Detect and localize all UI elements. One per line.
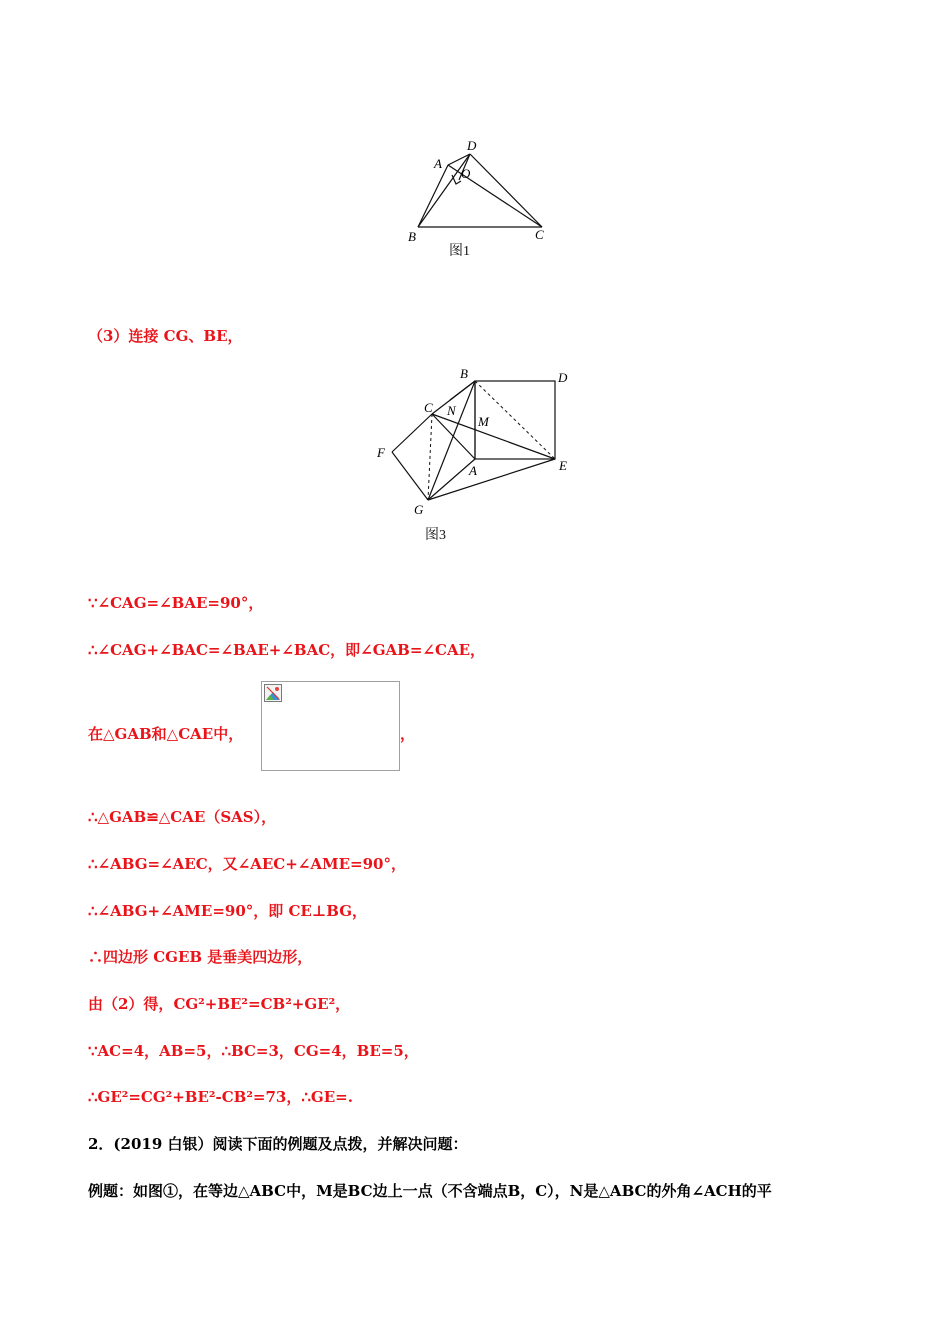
figure-3 xyxy=(370,362,590,522)
fig1-label-d: D xyxy=(467,138,477,153)
proof-line-1: ∵∠CAG=∠BAE=90°， xyxy=(88,594,264,612)
step-3-heading: （3）连接 CG、BE， xyxy=(88,327,243,345)
figure-1-diagram xyxy=(400,135,560,265)
figure-1 xyxy=(400,135,560,265)
fig3-label-c: C xyxy=(424,400,433,415)
problem-2-title: 2．(2019 白银）阅读下面的例题及点拨，并解决问题： xyxy=(88,1135,468,1153)
proof-line-10: ∴GE²=CG²+BE²-CB²=73，∴GE=. xyxy=(88,1088,353,1106)
fig3-label-a: A xyxy=(469,463,477,478)
proof-line-4: ∴△GAB≌△CAE（SAS）， xyxy=(88,808,277,826)
proof-line-2: ∴∠CAG+∠BAC=∠BAE+∠BAC，即∠GAB=∠CAE， xyxy=(88,641,486,659)
fig3-label-g: G xyxy=(414,502,424,517)
fig3-label-n: N xyxy=(447,403,456,418)
fig1-label-o: O xyxy=(461,166,471,181)
proof-line-3: 在△GAB和△CAE中， xyxy=(88,725,244,743)
proof-line-8: 由（2）得，CG²+BE²=CB²+GE²， xyxy=(88,995,351,1013)
figure-3-diagram xyxy=(370,362,590,522)
figure-1-caption: 图1 xyxy=(449,244,470,259)
proof-line-3-comma: ， xyxy=(400,725,416,743)
fig3-label-e: E xyxy=(559,458,567,473)
proof-line-7: ∴四边形 CGEB 是垂美四边形， xyxy=(88,948,313,966)
fig3-label-f: F xyxy=(377,445,385,460)
fig1-label-c: C xyxy=(535,227,544,242)
problem-2-example: 例题：如图①，在等边△ABC中，M是BC边上一点（不含端点B，C），N是△ABC的外角∠ACH的平 xyxy=(88,1182,772,1200)
fig3-label-d: D xyxy=(558,370,568,385)
figure-3-caption: 图3 xyxy=(425,528,446,543)
missing-image-placeholder xyxy=(261,681,400,771)
broken-image-icon xyxy=(264,684,282,702)
fig1-label-a: A xyxy=(434,156,442,171)
proof-line-9: ∵AC=4，AB=5，∴BC=3，CG=4，BE=5， xyxy=(88,1042,419,1060)
fig3-label-b: B xyxy=(460,366,468,381)
fig1-label-b: B xyxy=(408,229,416,244)
fig3-label-m: M xyxy=(478,414,489,429)
proof-line-6: ∴∠ABG+∠AME=90°，即 CE⊥BG， xyxy=(88,902,368,920)
proof-line-5: ∴∠ABG=∠AEC，又∠AEC+∠AME=90°， xyxy=(88,855,406,873)
